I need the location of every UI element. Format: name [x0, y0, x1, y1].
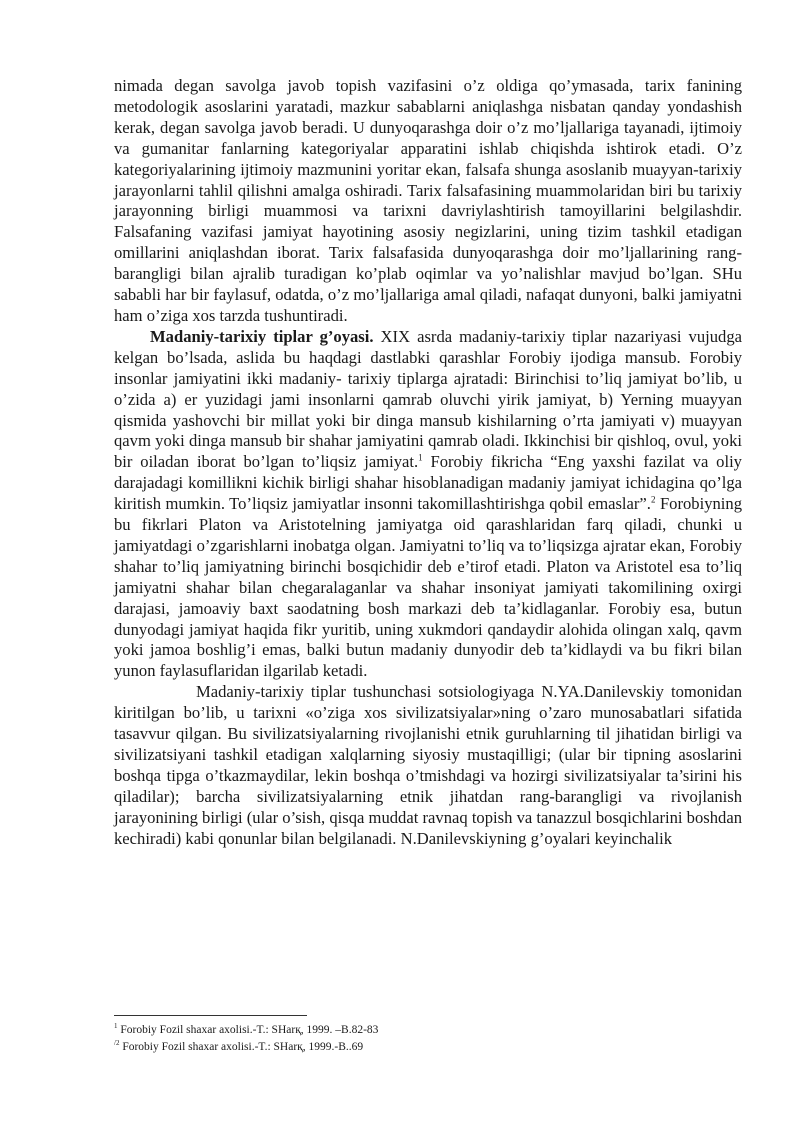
footnote-text-1: Forobiy Fozil shaxar axolisi.-T.: SHarқ, 1999. –B.82-83 [120, 1024, 379, 1036]
paragraph-text-part-c: Forobiyning bu fikrlari Platon va Aristotelning jamiyatga oid qarashlaridan farq qiladi, chunki u jamiyatdagi o’zgarishlarni inobatga olgan. Jamiyatni to’liq va to’liqsizga ajratar ekan, Forobiy shahar to’liq jamiyatning birinchi bosqichidir deb e’tirof etadi. Platon va Aristotel esa to’liq jamiyatni shahar bilan chegaralaganlar va shahar insoniyat jamiyati takomilining oxirgi darajasi, jamoaviy baxt saodatning bosh markazi deb ta’kidlaganlar. Forobiy esa, butun dunyodagi jamiyat haqida fikr yuritib, uning xukmdori qandaydir alohida olingan xalq, qavm yoki jamoa boshlig’i emas, balki butun madaniy dunyodir deb ta’kidlaydi va bu fikri bilan yunon faylasuflaridan ilgarilab ketadi. [114, 494, 743, 681]
footnote-mark-1: 1 [114, 1022, 118, 1031]
section-heading: Madaniy-tarixiy tiplar g’oyasi. [150, 326, 374, 346]
footnote-ref-2[interactable]: 2 [650, 494, 656, 505]
footnote-2 [114, 1039, 742, 1056]
footnote-text-2: Forobiy Fozil shaxar axolisi.-T.: SHarқ, 1999.-B..69 [122, 1041, 364, 1053]
paragraph-text-part-b: Forobiy fikricha “Eng yaxshi fazilat va oliy darajadagi komillikni kichik birligi shahar hisoblanadigan madaniy jamiyat ichidagina qo’lga kiritish mumkin. To’liqsiz jamiyatlar insonni takomillashtirishga qobil emaslar”. [114, 452, 742, 514]
paragraph-text-part-a: XIX asrda madaniy-tarixiy tiplar nazariyasi vujudga kelgan bo’lsada, aslida bu haqdagi dastlabki qarashlar Forobiy ijodiga mansub. Forobiy insonlar jamiyatini ikki madaniy- tarixiy tiplarga ajratadi: Birinchisi to’liq jamiyat bo’lib, u o’zida a) er yuzidagi jami insonlarni qamrab oluvchi yirik jamiyat, b) Yerning muayyan qismida yashovchi bir millat yoki bir dinga mansub kishilarning o’rta jamiyati v) muayyan qavm yoki dinga mansub bir shahar jamiyatini qamrab oladi. Ikkinchisi bir qishloq, ovul, yoki bir oiladan iborat bo’lgan to’liqsiz jamiyat. [114, 326, 742, 472]
page-body [114, 76, 742, 850]
paragraph-intro: nimada degan savolga javob topish vazifasini o’z oldiga qo’ymasada, tarix fanining metodologik asoslarini yaratadi, mazkur sabablarni aniqlashga nisbatan qanday yondashish kerak, degan savolga javob beradi. U dunyoqarashga doir o’z mo’ljallariga tayanadi, ijtimoiy va gumanitar fanlarning kategoriyalar apparatini ishlab chiqishda ishtirok etadi. O’z kategoriyalarining ijtimoiy mazmunini yoritar ekan, falsafa shunga asoslanib muayyan-tarixiy jarayonlarni tahlil qilishni amalga oshiradi. Tarix falsafasining muammolaridan biri bu tarixiy jarayonning birligi muammosi va tarixni davriylashtirish tamoyillarini belgilashdir. Falsafaning vazifasi jamiyat hayotining asosiy negizlarini, uning tizim tashkil etadigan omillarini aniqlashdan iborat. Tarix falsafasida dunyoqarashga doir mo’ljallarining rang-barangligi bilan ajralib turadigan ko’plab oqimlar va yo’nalishlar mavjud bo’lgan. SHu sababli har bir faylasuf, odatda, o’z mo’ljallariga amal qiladi, nafaqat dunyoni, balki jamiyatni ham o’ziga xos tarzda tushuntiradi. [114, 76, 742, 325]
footnote-1 [114, 1022, 742, 1039]
footnote-divider [114, 1015, 307, 1016]
footnote-ref-1[interactable]: 1 [418, 452, 423, 463]
footnote-mark-2: /2 [114, 1039, 120, 1048]
paragraph-cultural-types [114, 327, 742, 682]
paragraph-danilevskiy: Madaniy-tarixiy tiplar tushunchasi sotsiologiyaga N.YA.Danilevskiy tomonidan kiritilgan bo’lib, u tarixni «o’ziga xos sivilizatsiyalar»ning o’zaro munosabatlari sifatida tasavvur qilgan. Bu sivilizatsiyalarning rivojlanishi etnik guruhlarning til jihatidan birligi va sivilizatsiyani tashkil etadigan xalqlarning siyosiy mustaqilligi; (ular bir tipning asoslarini boshqa tipga o’tkazmaydilar, lekin boshqa o’tmishdagi va hozirgi sivilizatsiyalar ta’sirini his qiladilar); barcha sivilizatsiyalarning etnik jihatdan rang-barangligi va rivojlanish jarayonining birligi (ular o’sish, qisqa muddat ravnaq topish va tanazzul bosqichlarini boshdan kechiradi) kabi qonunlar bilan belgilanadi. N.Danilevskiyning g’oyalari keyinchalik [114, 682, 742, 848]
footnotes [114, 1015, 742, 1056]
